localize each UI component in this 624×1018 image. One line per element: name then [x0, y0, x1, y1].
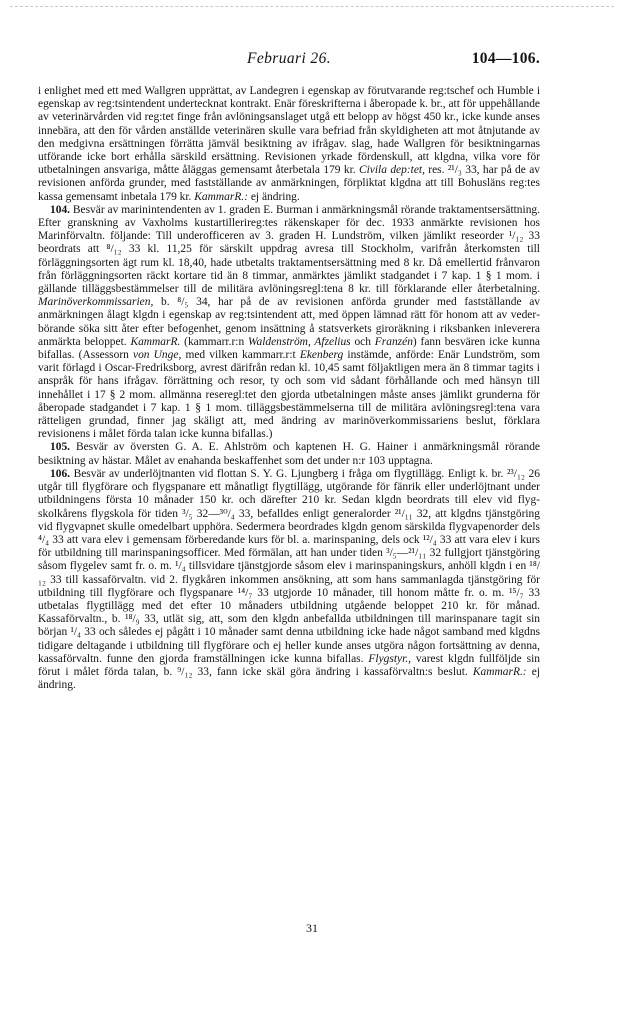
italic-reference: Marinöverkommissarien,: [38, 296, 154, 309]
page-number: 31: [306, 921, 318, 935]
italic-reference: Franzén: [374, 335, 413, 348]
text-run: och: [350, 335, 375, 348]
text-run: (kammarr.r:n: [180, 335, 248, 348]
paragraph-case-105: [38, 441, 540, 467]
text-run: i enlighet med ett med Wallgren upprättat, av Landegren i egenskap av förutvarande reg:tschef och Humble i egenskap av reg:tsintendent undertecknat kontrakt. Enär föreskrifterna i åberopade k. br., att för uppehållande av veterinärvården vid reg:tet finge från avlöningsanslaget utgå ett belopp av högst 450 kr., icke kunde anses innebära, att den för vården anställde veterinären skulle vara befriad från skyldigheten att mot åtnjutande av den medgivna ersättningen förrätta jämväl besiktning av ifrågav. slag, hade Wallgren för besiktningarnas utförande icke bort erhålla särskild ersättning. Revisionen yrkade fördenskull, att klgdna, vilka vore för utbetalningen ansvariga, måtte åläggas gemensamt återbetala 179 kr.: [38, 85, 540, 177]
text-run: med vilken kammarr.r:t: [181, 349, 300, 362]
text-run: b. ⁸/₅ 34, har på de av revisionen anförda grunder med fastställande av anmärkningen ålagt klgdn i egenskap av reg:tsintendent att, med öppen lämnad rätt för honom att av vederbörande söka sitt åter efter befogenhet, genom insättning å statsverkets giroräkning i riksbanken inleverera anmärkta beloppet.: [38, 296, 540, 348]
italic-reference: Waldenström, Afzelius: [248, 335, 351, 348]
italic-reference: KammarR.:: [472, 665, 527, 678]
text-run: ) fann besvären icke kunna bifallas. (Assessorn: [38, 335, 540, 362]
running-header: [38, 50, 540, 72]
top-edge-rule: [10, 6, 614, 7]
case-number: 106.: [50, 467, 71, 480]
header-case-range: 104—106.: [471, 50, 540, 67]
italic-reference: KammarR.: [130, 335, 181, 348]
italic-reference: KammarR.:: [194, 190, 248, 203]
text-run: Besvär av översten G. A. E. Ahlström och kaptenen H. G. Hainer i anmärkningsmål rörande besiktning av hästar. Målet av enahanda beskaffenhet som det under n:r 103 upptagna.: [38, 441, 540, 467]
text-run: instämde, anförde: Enär Lundström, som varit förlagd i Oscar-Fredriksborg, avrest därifrån redan kl. 10,45 samt följaktligen mera än 8 timmar tagits i anspråk för hans ifrågav. förrättning och resor, ty och som vid sådant förhållande och med hänsyn till innehållet i 17 § 2 mom. allmänna reseregl:tet den gjorda utbetalningen måste anses jämlikt grunderna för åberopade stadgandet i 7 kap. 1 § 1 mom. tilläggsbestämmelserna till de militära avlöningsregl:tena vara rätteligen grundad, finner jag skäligt att, med ändring av marinöverkommissariens beslut, förklara revisionens i målet förda talan icke kunna bifallas.): [38, 349, 540, 441]
italic-reference: Flygstyr.,: [368, 652, 411, 665]
italic-reference: von Unge,: [133, 349, 182, 362]
text-run: ej ändring.: [38, 665, 540, 692]
italic-reference: Ekenberg: [299, 349, 344, 362]
case-number: 105.: [50, 441, 71, 454]
italic-reference: Civila dep:tet,: [359, 164, 425, 177]
text-run: Besvär av marinintendenten av 1. graden E. Burman i anmärkningsmål rörande traktamentsersättning. Efter granskning av Vaxholms kustartillerireg:tes räkenskaper för dec. 1933 anmärkte revisionen hos Marinförvaltn. följande: Till underofficeren av 3. graden H. Lundström, vilken jämlikt reseorder ¹/₁₂ 33 beordrats att ⁸/₁₂ 33 kl. 11,25 för särskilt uppdrag avresa till Stockholm, varifrån återkomsten till förläggningsorten ägt rum kl. 18,40, hade utbetalts traktamentsersättning med 8 kr. Då emellertid frånvaron från förläggningsorten räckt kortare tid än 8 timmar, anmärktes jämlikt stadgandet i 7 kap. 1 § 1 mom. i gällande tilläggsbestämmelser till de militära avlöningsregl:tena 8 kr. till förklarande eller återbetalning.: [38, 203, 540, 296]
text-run: Besvär av underlöjtnanten vid flottan S. Y. G. Ljungberg i fråga om flygtillägg. Enligt k. br. ²³/₁₂ 26 utgår till flygförare och flygspanare ett månatligt flygtillägg, utgörande för fänrik eller underlöjtnant under utbildningens första 10 månader 150 kr. och därefter 210 kr. Sedan klgdn beordrats till elev vid flygskolkårens flygskola för tiden ³/₅ 32—³⁰/₄ 33, befalldes enligt generalorder ²¹/₁₁ 32, att klgdns tjänstgöring vid flygvapnet skulle omedelbart upphöra. Sedermera beordrades klgdn genom särskilda flygvapenorder dels ⁴/₄ 33 att vara elev i gemensam förberedande kurs för bl. a. marinspaning, dels ock ¹²/₄ 33 att vara elev i kurs för utbildning till marinspaningsofficer. Med förmälan, att han under tiden ³/₅—²¹/₁₁ 32 fullgjort tjänstgöring såsom flygelev samt fr. o. m. ¹/₄ tillsvidare tjänstgjorde såsom elev i marinspaningskurs, anhöll klgdn i en ¹⁸/₁₂ 33 till kassaförvaltn. vid 2. flygkåren inkommen ansökning, att som hans sammanlagda tjänstgöring för utbildning till flygförare och flygspanare ¹⁴/₇ 33 utgjorde 10 månader, till honom måtte fr. o. m. ¹⁵/₇ 33 utbetalas flygtillägg med det efter 10 månaders utbildning utgående beloppet 210 kr. för månad. Kassaförvaltn., b. ¹⁸/₉ 33, utlät sig, att, som den klgdn anbefallda utbildningen till marinspanare tagit sin början ¹/₄ 33 och således ej pågått i 10 månader samt denna utbildning icke hade något samband med klgdns tidigare deltagande i utbildning till flygförare och ej heller kunde anses utgöra någon fortsättning av denna, kassaförvaltn. funne den gjorda framställningen icke kunna bifallas.: [38, 467, 540, 665]
paragraph-case-106: [38, 468, 540, 692]
paragraph-case-104: [38, 204, 540, 442]
text-run: varest klgdn fullföljde sin förut i målet förda talan, b. ⁹/₁₂ 33, fann icke skäl göra ändring i kassaförvaltn:s beslut.: [38, 652, 540, 678]
header-date: Februari 26.: [246, 50, 332, 67]
body-text: [38, 85, 540, 692]
text-run: res. ²¹/₃ 33, har på de av revisionen anförda grunder, med fastställande av anmärkningen, förpliktat klgdna att till Bohusläns reg:tes kassa gemensamt inbetala 179 kr.: [38, 164, 540, 203]
case-number: 104.: [50, 203, 71, 216]
text-run: ej ändring.: [247, 190, 300, 203]
paragraph-continued-case: [38, 85, 540, 204]
